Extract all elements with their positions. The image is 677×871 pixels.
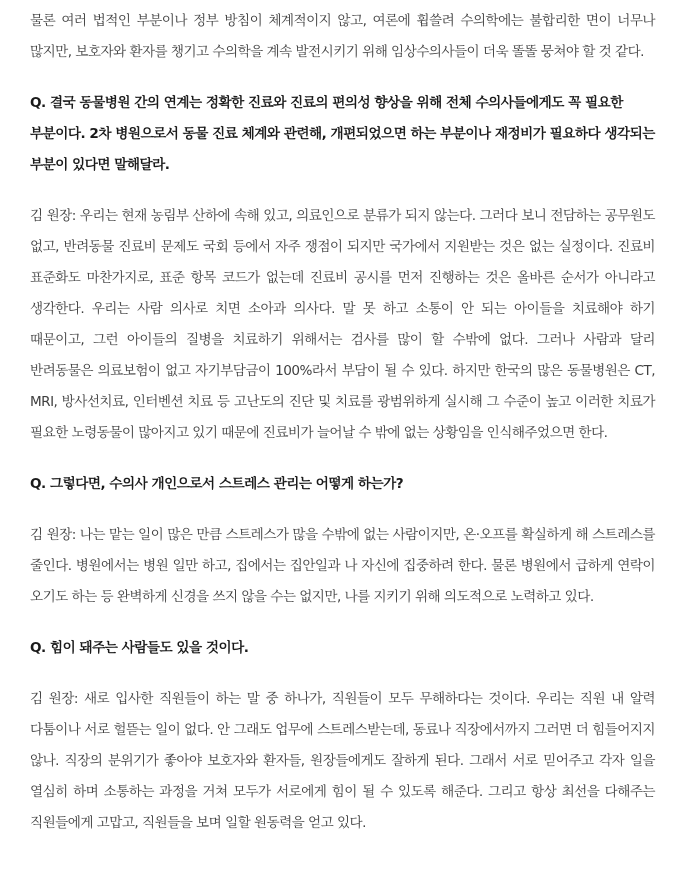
- spacer: [30, 68, 655, 88]
- answer-paragraph: 김 원장: 나는 맡는 일이 많은 만큼 스트레스가 많을 수밖에 없는 사람이지만, 온·오프를 확실하게 해 스트레스를 줄인다. 병원에서는 병원 일만 하고, 집에서는 집안일과 나 자신에 집중하려 한다. 물론 병원에서 급하게 연락이 오기도 하는 등 완벽하게 신경을 쓰지 않을 수는 없지만, 나를 지키기 위해 의도적으로 노력하고 있다.: [30, 527, 655, 605]
- spacer: [30, 613, 655, 633]
- intro-paragraph: 물론 여러 법적인 부분이나 정부 방침이 체계적이지 않고, 여론에 휩쓸려 수의학에는 불합리한 면이 너무나 많지만, 보호자와 환자를 챙기고 수의학을 계속 발전시키기 위해 임상수의사들이 더욱 똘똘 뭉쳐야 할 것 같다.: [30, 13, 655, 60]
- question-heading: Q. 그렇다면, 수의사 개인으로서 스트레스 관리는 어떻게 하는가?: [30, 476, 404, 492]
- spacer: [30, 664, 655, 684]
- answer-paragraph: 김 원장: 새로 입사한 직원들이 하는 말 중 하나가, 직원들이 모두 무해하다는 것이다. 우리는 직원 내 알력 다툼이나 서로 헐뜯는 일이 없다. 안 그래도 업무에 스트레스받는데, 동료나 직장에서까지 그러면 더 힘들어지지 않나. 직장의 분위기가 좋아야 보호자와 환자들, 원장들에게도 잘하게 된다. 그래서 서로 믿어주고 각자 일을 열심히 하며 소통하는 과정을 거쳐 모두가 서로에게 힘이 될 수 있도록 해준다. 그리고 항상 최선을 다해주는 직원들에게 고맙고, 직원들을 보며 일할 원동력을 얻고 있다.: [30, 691, 655, 831]
- spacer: [30, 181, 655, 201]
- question-heading: Q. 힘이 돼주는 사람들도 있을 것이다.: [30, 640, 249, 656]
- spacer: [30, 449, 655, 469]
- spacer: [30, 500, 655, 520]
- question-heading: Q. 결국 동물병원 간의 연계는 정확한 진료와 진료의 편의성 향상을 위해 전체 수의사들에게도 꼭 필요한 부분이다. 2차 병원으로서 동물 진료 체계와 관련해, 개편되었으면 하는 부분이나 재정비가 필요하다 생각되는 부분이 있다면 말해달라.: [30, 95, 655, 173]
- answer-paragraph: 김 원장: 우리는 현재 농림부 산하에 속해 있고, 의료인으로 분류가 되지 않는다. 그러다 보니 전담하는 공무원도 없고, 반려동물 진료비 문제도 국회 등에서 자주 쟁점이 되지만 국가에서 지원받는 것은 없는 실정이다. 진료비 표준화도 마찬가지로, 표준 항목 코드가 없는데 진료비 공시를 먼저 진행하는 것은 올바른 순서가 아니라고 생각한다. 우리는 사람 의사로 치면 소아과 의사다. 말 못 하고 소통이 안 되는 아이들을 치료해야 하기 때문이고, 그런 아이들의 질병을 치료하기 위해서는 검사를 많이 할 수밖에 없다. 그러나 사람과 달리 반려동물은 의료보험이 없고 자기부담금이 100%라서 부담이 될 수 있다. 하지만 한국의 많은 동물병원은 CT, MRI, 방사선치료, 인터벤션 치료 등 고난도의 진단 및 치료를 광범위하게 실시해 그 수준이 높고 이러한 치료가 필요한 노령동물이 많아지고 있기 때문에 진료비가 늘어날 수 밖에 없는 상황임을 인식해주었으면 한다.: [30, 208, 655, 441]
